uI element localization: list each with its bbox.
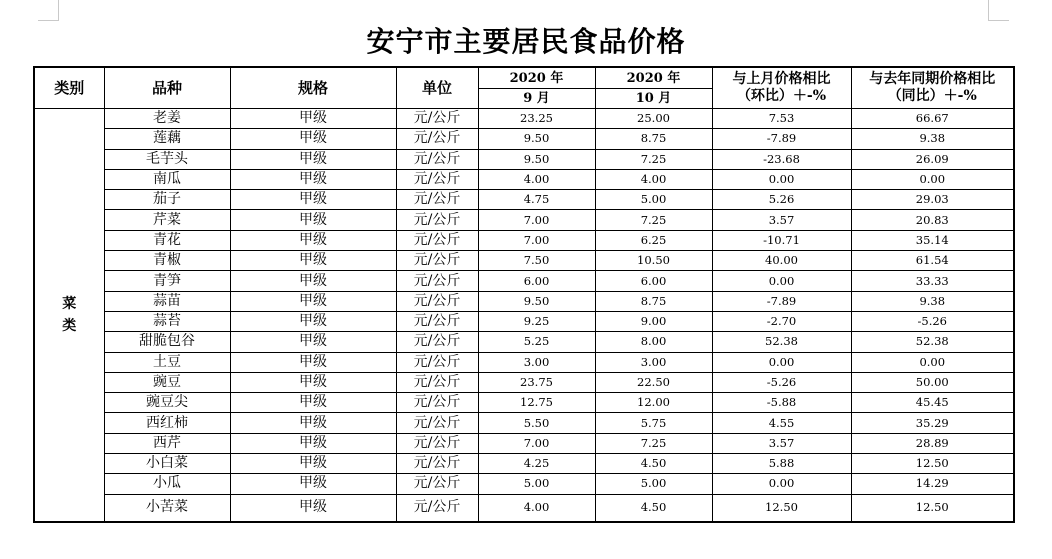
unit-cell: 元/公斤: [396, 352, 478, 372]
table-row: [34, 190, 1014, 210]
october-price-cell: 12.00: [595, 393, 712, 413]
table-row: [34, 149, 1014, 169]
september-price-cell: 9.50: [478, 149, 595, 169]
month-on-month-cell: 0.00: [712, 169, 851, 189]
table-row: [34, 169, 1014, 189]
october-price-cell: 22.50: [595, 372, 712, 392]
spec-cell: 甲级: [230, 372, 396, 392]
variety-cell: 小瓜: [104, 474, 230, 494]
variety-cell: 蒜苗: [104, 291, 230, 311]
year-on-year-cell: 35.29: [851, 413, 1014, 433]
year-on-year-cell: 45.45: [851, 393, 1014, 413]
variety-cell: 青笋: [104, 271, 230, 291]
header-unit: 单位: [396, 67, 478, 109]
september-price-cell: 12.75: [478, 393, 595, 413]
variety-cell: 西芹: [104, 433, 230, 453]
unit-cell: 元/公斤: [396, 109, 478, 129]
variety-cell: 青花: [104, 230, 230, 250]
unit-cell: 元/公斤: [396, 494, 478, 522]
variety-cell: 小白菜: [104, 454, 230, 474]
spec-cell: 甲级: [230, 494, 396, 522]
october-price-cell: 4.50: [595, 494, 712, 522]
year-on-year-cell: 9.38: [851, 291, 1014, 311]
month-on-month-cell: -10.71: [712, 230, 851, 250]
year-on-year-cell: 20.83: [851, 210, 1014, 230]
september-price-cell: 9.50: [478, 129, 595, 149]
header-mom-line2: （环比）＋-%: [736, 88, 827, 104]
unit-cell: 元/公斤: [396, 372, 478, 392]
year-on-year-cell: 0.00: [851, 352, 1014, 372]
september-price-cell: 4.25: [478, 454, 595, 474]
spec-cell: 甲级: [230, 251, 396, 271]
header-variety: 品种: [104, 67, 230, 109]
october-price-cell: 4.50: [595, 454, 712, 474]
variety-cell: 小苦菜: [104, 494, 230, 522]
header-year-on-year: [851, 67, 1014, 109]
table-row: [34, 352, 1014, 372]
price-table: [33, 66, 1015, 523]
september-price-cell: 5.25: [478, 332, 595, 352]
month-on-month-cell: 5.26: [712, 190, 851, 210]
september-price-cell: 4.00: [478, 494, 595, 522]
month-on-month-cell: 3.57: [712, 210, 851, 230]
unit-cell: 元/公斤: [396, 230, 478, 250]
year-on-year-cell: 61.54: [851, 251, 1014, 271]
page-corner-mark-right: [988, 0, 1009, 21]
variety-cell: 土豆: [104, 352, 230, 372]
unit-cell: 元/公斤: [396, 251, 478, 271]
variety-cell: 豌豆: [104, 372, 230, 392]
variety-cell: 芹菜: [104, 210, 230, 230]
header-spec: 规格: [230, 67, 396, 109]
table-row: [34, 251, 1014, 271]
september-price-cell: 6.00: [478, 271, 595, 291]
table-row: [34, 230, 1014, 250]
variety-cell: 茄子: [104, 190, 230, 210]
variety-cell: 毛芋头: [104, 149, 230, 169]
header-yoy-line1: 与去年同期价格相比: [869, 71, 996, 87]
month-on-month-cell: 40.00: [712, 251, 851, 271]
year-on-year-cell: 50.00: [851, 372, 1014, 392]
october-price-cell: 7.25: [595, 433, 712, 453]
october-price-cell: 7.25: [595, 210, 712, 230]
spec-cell: 甲级: [230, 352, 396, 372]
october-price-cell: 3.00: [595, 352, 712, 372]
month-on-month-cell: 3.57: [712, 433, 851, 453]
year-on-year-cell: 14.29: [851, 474, 1014, 494]
table-row: [34, 332, 1014, 352]
spec-cell: 甲级: [230, 129, 396, 149]
page-corner-mark-left: [38, 0, 59, 21]
table-row: [34, 454, 1014, 474]
month-on-month-cell: 12.50: [712, 494, 851, 522]
october-price-cell: 8.00: [595, 332, 712, 352]
spec-cell: 甲级: [230, 311, 396, 331]
month-on-month-cell: 5.88: [712, 454, 851, 474]
unit-cell: 元/公斤: [396, 210, 478, 230]
september-price-cell: 5.00: [478, 474, 595, 494]
month-on-month-cell: 0.00: [712, 474, 851, 494]
september-price-cell: 23.75: [478, 372, 595, 392]
october-price-cell: 6.25: [595, 230, 712, 250]
table-row: [34, 129, 1014, 149]
variety-cell: 南瓜: [104, 169, 230, 189]
year-on-year-cell: 66.67: [851, 109, 1014, 129]
year-on-year-cell: 9.38: [851, 129, 1014, 149]
september-price-cell: 5.50: [478, 413, 595, 433]
october-price-cell: 5.75: [595, 413, 712, 433]
year-on-year-cell: 28.89: [851, 433, 1014, 453]
september-price-cell: 4.00: [478, 169, 595, 189]
variety-cell: 甜脆包谷: [104, 332, 230, 352]
header-october-month: 10 月: [595, 89, 712, 109]
spec-cell: 甲级: [230, 271, 396, 291]
spec-cell: 甲级: [230, 413, 396, 433]
october-price-cell: 10.50: [595, 251, 712, 271]
year-on-year-cell: 52.38: [851, 332, 1014, 352]
table-row: [34, 210, 1014, 230]
header-september-month: 9 月: [478, 89, 595, 109]
variety-cell: 老姜: [104, 109, 230, 129]
october-price-cell: 9.00: [595, 311, 712, 331]
header-mom-line1: 与上月价格相比: [732, 71, 831, 87]
october-price-cell: 6.00: [595, 271, 712, 291]
table-row: [34, 271, 1014, 291]
month-on-month-cell: 0.00: [712, 271, 851, 291]
category-label-line2: 类: [62, 317, 77, 334]
variety-cell: 豌豆尖: [104, 393, 230, 413]
variety-cell: 莲藕: [104, 129, 230, 149]
header-yoy-line2: （同比）＋-%: [887, 88, 977, 104]
spec-cell: 甲级: [230, 169, 396, 189]
september-price-cell: 7.00: [478, 433, 595, 453]
september-price-cell: 9.50: [478, 291, 595, 311]
september-price-cell: 23.25: [478, 109, 595, 129]
month-on-month-cell: 4.55: [712, 413, 851, 433]
spec-cell: 甲级: [230, 454, 396, 474]
unit-cell: 元/公斤: [396, 291, 478, 311]
unit-cell: 元/公斤: [396, 149, 478, 169]
year-on-year-cell: 12.50: [851, 494, 1014, 522]
unit-cell: 元/公斤: [396, 311, 478, 331]
spec-cell: 甲级: [230, 190, 396, 210]
table-row: [34, 109, 1014, 129]
unit-cell: 元/公斤: [396, 190, 478, 210]
october-price-cell: 7.25: [595, 149, 712, 169]
month-on-month-cell: -2.70: [712, 311, 851, 331]
month-on-month-cell: 52.38: [712, 332, 851, 352]
year-on-year-cell: -5.26: [851, 311, 1014, 331]
header-october-year: 2020 年: [595, 67, 712, 89]
september-price-cell: 7.00: [478, 210, 595, 230]
table-row: [34, 433, 1014, 453]
table-body: [34, 109, 1014, 522]
spec-cell: 甲级: [230, 433, 396, 453]
spec-cell: 甲级: [230, 210, 396, 230]
october-price-cell: 25.00: [595, 109, 712, 129]
unit-cell: 元/公斤: [396, 393, 478, 413]
category-label-line1: 菜: [62, 295, 77, 312]
october-price-cell: 4.00: [595, 169, 712, 189]
unit-cell: 元/公斤: [396, 454, 478, 474]
month-on-month-cell: -7.89: [712, 291, 851, 311]
september-price-cell: 4.75: [478, 190, 595, 210]
month-on-month-cell: -5.26: [712, 372, 851, 392]
table-row: [34, 393, 1014, 413]
spec-cell: 甲级: [230, 109, 396, 129]
unit-cell: 元/公斤: [396, 129, 478, 149]
october-price-cell: 8.75: [595, 291, 712, 311]
header-month-on-month: [712, 67, 851, 109]
month-on-month-cell: -23.68: [712, 149, 851, 169]
september-price-cell: 3.00: [478, 352, 595, 372]
unit-cell: 元/公斤: [396, 271, 478, 291]
year-on-year-cell: 33.33: [851, 271, 1014, 291]
month-on-month-cell: -5.88: [712, 393, 851, 413]
table-row: [34, 494, 1014, 522]
month-on-month-cell: 7.53: [712, 109, 851, 129]
year-on-year-cell: 26.09: [851, 149, 1014, 169]
spec-cell: 甲级: [230, 393, 396, 413]
year-on-year-cell: 29.03: [851, 190, 1014, 210]
table-row: [34, 474, 1014, 494]
unit-cell: 元/公斤: [396, 433, 478, 453]
october-price-cell: 5.00: [595, 474, 712, 494]
year-on-year-cell: 0.00: [851, 169, 1014, 189]
variety-cell: 青椒: [104, 251, 230, 271]
table-row: [34, 413, 1014, 433]
spec-cell: 甲级: [230, 291, 396, 311]
unit-cell: 元/公斤: [396, 169, 478, 189]
month-on-month-cell: 0.00: [712, 352, 851, 372]
category-cell: [34, 109, 104, 522]
unit-cell: 元/公斤: [396, 332, 478, 352]
unit-cell: 元/公斤: [396, 413, 478, 433]
variety-cell: 蒜苔: [104, 311, 230, 331]
header-september-year: 2020 年: [478, 67, 595, 89]
september-price-cell: 7.00: [478, 230, 595, 250]
variety-cell: 西红柿: [104, 413, 230, 433]
year-on-year-cell: 12.50: [851, 454, 1014, 474]
october-price-cell: 5.00: [595, 190, 712, 210]
october-price-cell: 8.75: [595, 129, 712, 149]
unit-cell: 元/公斤: [396, 474, 478, 494]
spec-cell: 甲级: [230, 474, 396, 494]
header-category: 类别: [34, 67, 104, 109]
table-row: [34, 311, 1014, 331]
spec-cell: 甲级: [230, 230, 396, 250]
september-price-cell: 9.25: [478, 311, 595, 331]
month-on-month-cell: -7.89: [712, 129, 851, 149]
table-row: [34, 372, 1014, 392]
document-title: 安宁市主要居民食品价格: [366, 25, 686, 58]
spec-cell: 甲级: [230, 149, 396, 169]
table-row: [34, 291, 1014, 311]
spec-cell: 甲级: [230, 332, 396, 352]
year-on-year-cell: 35.14: [851, 230, 1014, 250]
table-header: [34, 67, 1014, 109]
september-price-cell: 7.50: [478, 251, 595, 271]
